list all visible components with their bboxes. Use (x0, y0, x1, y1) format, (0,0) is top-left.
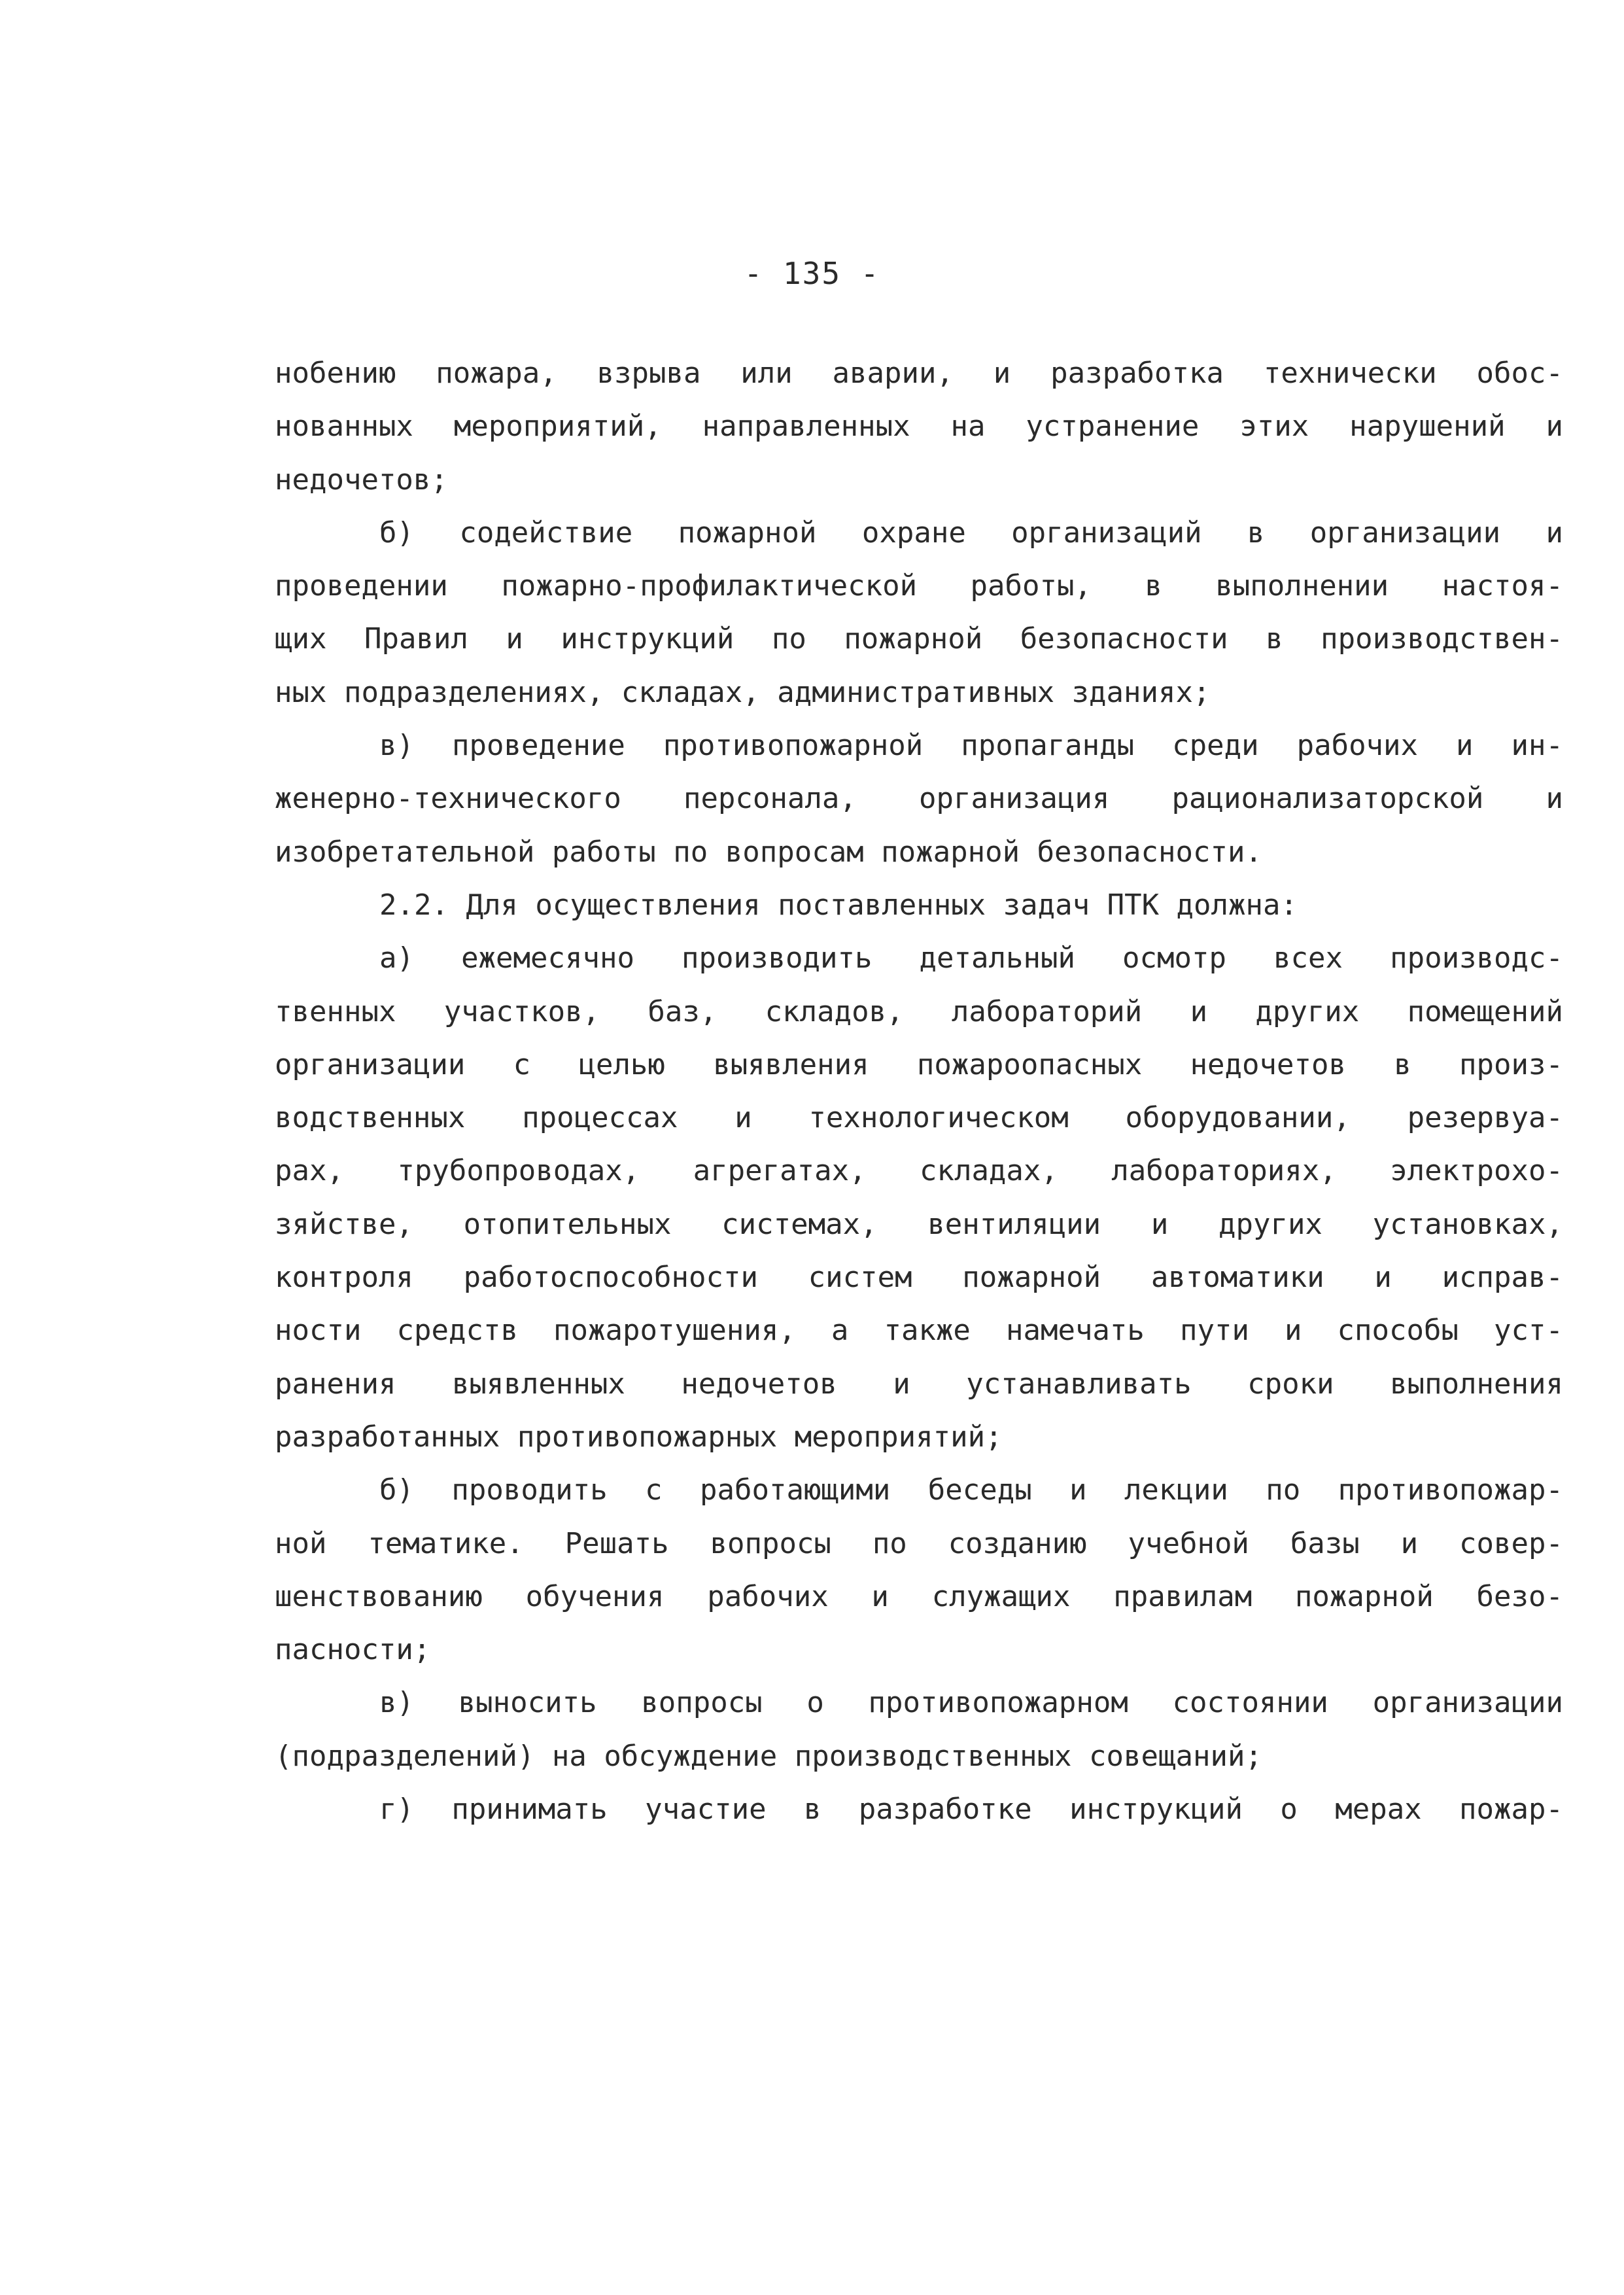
text-line: щих Правил и инструкций по пожарной безопасности в производствен- (275, 622, 1563, 656)
text-line: проведении пожарно-профилактической работы, в выполнении настоя- (275, 569, 1563, 603)
text-line: шенствованию обучения рабочих и служащих правилам пожарной безо- (275, 1579, 1563, 1613)
text-line: (подразделений) на обсуждение производственных совещаний; (275, 1739, 1262, 1773)
text-line: ности средств пожаротушения, а также намечать пути и способы уст- (275, 1314, 1563, 1348)
text-line: рах, трубопроводах, агрегатах, складах, лабораториях, электрохо- (275, 1154, 1563, 1188)
text-line: ной тематике. Решать вопросы по созданию учебной базы и совер- (275, 1526, 1563, 1560)
text-line: в) проведение противопожарной пропаганды среди рабочих и ин- (379, 729, 1563, 763)
text-line: водственных процессах и технологическом оборудовании, резервуа- (275, 1101, 1563, 1135)
text-line: недочетов; (275, 463, 448, 497)
text-line: 2.2. Для осуществления поставленных задач ПТК должна: (379, 888, 1298, 922)
text-line: разработанных противопожарных мероприятий; (275, 1420, 1003, 1454)
text-line: зяйстве, отопительных системах, вентиляции и других установках, (275, 1207, 1563, 1241)
text-line: ных подразделениях, складах, административных зданиях; (275, 675, 1211, 709)
text-line: б) проводить с работающими беседы и лекции по противопожар- (379, 1473, 1563, 1507)
text-line: женерно-технического персонала, организация рационализаторской и (275, 782, 1563, 816)
text-line: пасности; (275, 1633, 431, 1667)
text-line: контроля работоспособности систем пожарной автоматики и исправ- (275, 1261, 1563, 1295)
text-line: в) выносить вопросы о противопожарном состоянии организации (379, 1686, 1563, 1720)
text-line: нобению пожара, взрыва или аварии, и разработка технически обос- (275, 357, 1563, 390)
page-number: - 135 - (744, 256, 880, 291)
text-line: организации с целью выявления пожароопасных недочетов в произ- (275, 1047, 1563, 1081)
text-line: г) принимать участие в разработке инструкций о мерах пожар- (379, 1793, 1563, 1827)
text-line: изобретательной работы по вопросам пожарной безопасности. (275, 835, 1262, 869)
text-line: ранения выявленных недочетов и устанавливать сроки выполнения (275, 1367, 1563, 1401)
text-line: твенных участков, баз, складов, лабораторий и других помещений (275, 994, 1563, 1028)
text-line: нованных мероприятий, направленных на устранение этих нарушений и (275, 410, 1563, 444)
text-line: а) ежемесячно производить детальный осмотр всех производс- (379, 941, 1563, 975)
body-text (275, 347, 1563, 1836)
text-line: б) содействие пожарной охране организаций в организации и (379, 516, 1563, 550)
